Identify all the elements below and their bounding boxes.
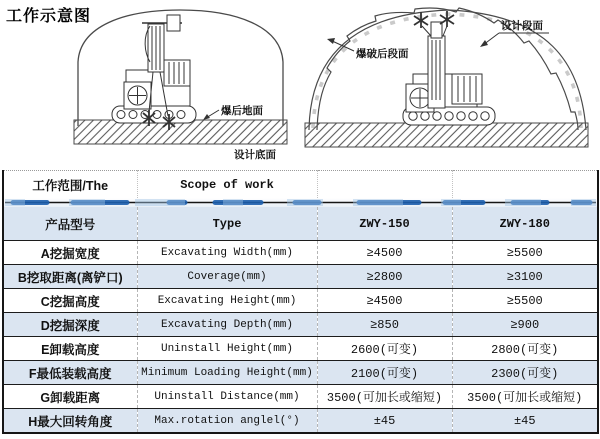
- empty-cell: [317, 171, 452, 199]
- table-row-g: [3, 385, 598, 409]
- zwy180-value: 3500(可加长或缩短): [452, 385, 598, 409]
- row-label-cn: G卸载距离: [3, 385, 137, 409]
- page-title: 工作示意图: [6, 8, 92, 25]
- spec-table: [2, 170, 599, 434]
- table-row-e: [3, 337, 598, 361]
- zwy150-value: 2100(可变): [317, 361, 452, 385]
- zwy150-value: ≥2800: [317, 265, 452, 289]
- ground-hatch: [305, 123, 588, 147]
- marker-stripe-icon: [5, 198, 596, 207]
- zwy150-value: ≥850: [317, 313, 452, 337]
- row-label-en: Excavating Height(mm): [137, 289, 317, 313]
- zwy180-value: ≥5500: [452, 241, 598, 265]
- label-blasted-section: 爆破后段面: [356, 48, 409, 60]
- table-row-h: [3, 409, 598, 434]
- label-design-section: 设计段面: [501, 20, 543, 32]
- row-label-cn: F最低装载高度: [3, 361, 137, 385]
- row-label-en: Coverage(mm): [137, 265, 317, 289]
- row-label-cn: C挖掘高度: [3, 289, 137, 313]
- zwy150-value: ≥4500: [317, 289, 452, 313]
- roadheader-machine-right: [403, 11, 495, 125]
- zwy150-value: 3500(可加长或缩短): [317, 385, 452, 409]
- arrowhead-icon: [327, 38, 335, 44]
- zwy150-value: ≥4500: [317, 241, 452, 265]
- table-row-c: [3, 289, 598, 313]
- row-label-en: Excavating Width(mm): [137, 241, 317, 265]
- model-zwy180: ZWY-180: [452, 207, 598, 241]
- empty-cell: [452, 171, 598, 199]
- zwy180-value: ±45: [452, 409, 598, 434]
- scope-label-cn: 工作范围/The: [3, 171, 137, 199]
- row-label-en: Uninstall Height(mm): [137, 337, 317, 361]
- model-label-en: Type: [137, 207, 317, 241]
- zwy180-value: ≥900: [452, 313, 598, 337]
- table-row-a: [3, 241, 598, 265]
- label-design-floor: 设计底面: [234, 149, 276, 161]
- scope-label-en: Scope of work: [137, 171, 317, 199]
- row-label-cn: A挖掘宽度: [3, 241, 137, 265]
- ground-hatch: [74, 120, 287, 144]
- row-label-en: Uninstall Distance(mm): [137, 385, 317, 409]
- arrowhead-icon: [480, 40, 488, 47]
- table-row-b: [3, 265, 598, 289]
- row-label-en: Excavating Depth(mm): [137, 313, 317, 337]
- zwy180-value: ≥3100: [452, 265, 598, 289]
- row-label-cn: B挖取距离(离铲口): [3, 265, 137, 289]
- arrowhead-icon: [203, 114, 210, 120]
- model-label-cn: 产品型号: [3, 207, 137, 241]
- label-blasted-ground: 爆后地面: [221, 105, 263, 117]
- zwy150-value: 2600(可变): [317, 337, 452, 361]
- row-label-en: Minimum Loading Height(mm): [137, 361, 317, 385]
- row-label-cn: H最大回转角度: [3, 409, 137, 434]
- blue-marker-line: [3, 198, 598, 207]
- row-label-en: Max.rotation anglel(°): [137, 409, 317, 434]
- row-label-cn: E卸载高度: [3, 337, 137, 361]
- zwy180-value: 2800(可变): [452, 337, 598, 361]
- model-zwy150: ZWY-150: [317, 207, 452, 241]
- zwy180-value: 2300(可变): [452, 361, 598, 385]
- model-header-row: [3, 207, 598, 241]
- roadheader-machine-left: [112, 15, 196, 130]
- table-row-f: [3, 361, 598, 385]
- zwy150-value: ±45: [317, 409, 452, 434]
- table-row-d: [3, 313, 598, 337]
- scope-header-row: [3, 171, 598, 199]
- schematic-diagram: [0, 0, 600, 172]
- blue-marker-row: [3, 198, 598, 207]
- zwy180-value: ≥5500: [452, 289, 598, 313]
- row-label-cn: D挖掘深度: [3, 313, 137, 337]
